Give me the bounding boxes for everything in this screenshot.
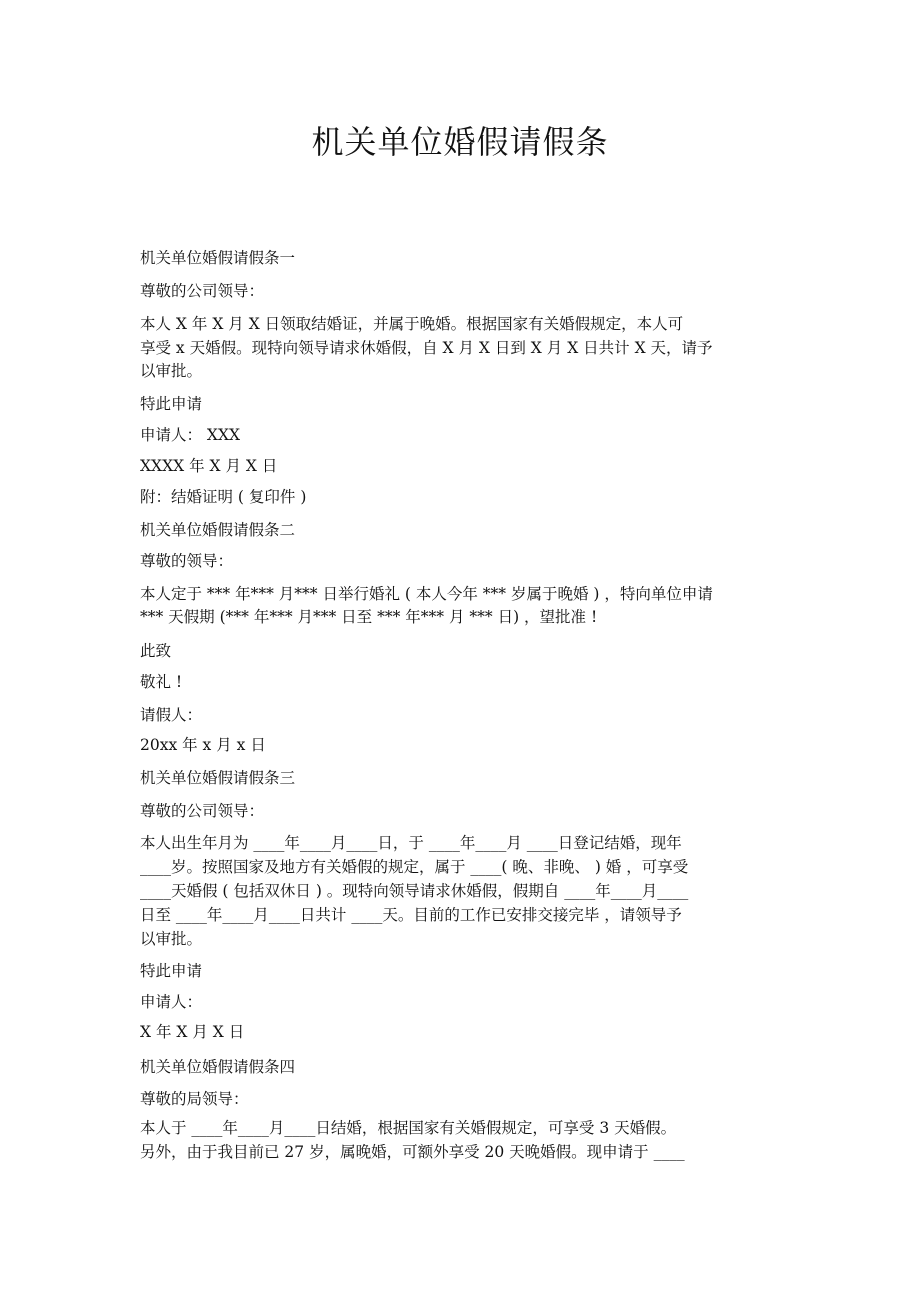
section-heading-4: 机关单位婚假请假条四 [140, 1058, 296, 1076]
section-heading-1: 机关单位婚假请假条一 [140, 249, 296, 267]
salutation: 尊敬的公司领导： [140, 802, 265, 820]
closing-line: 特此申请 [140, 395, 203, 413]
body-line: ____天婚假 ( 包括双休日 ) 。现特向领导请求休婚假，假期自 ____年____月____ [140, 882, 689, 900]
closing-line: 敬礼 ! [140, 673, 183, 691]
salutation: 尊敬的局领导： [140, 1090, 249, 1108]
applicant-line: 申请人： [140, 993, 203, 1011]
salutation: 尊敬的领导： [140, 552, 234, 570]
attachment-line: 附：结婚证明 ( 复印件 ) [140, 488, 307, 506]
body-line: 日至 ____年____月____日共计 ____天。目前的工作已安排交接完毕 ，请领导予 [140, 906, 682, 924]
document-title: 机关单位婚假请假条 [311, 123, 609, 161]
closing-line: 此致 [140, 642, 172, 660]
salutation: 尊敬的公司领导： [140, 282, 265, 300]
body-line: 本人于 ____年____月____日结婚，根据国家有关婚假规定，可享受 3 天婚假。 [140, 1119, 677, 1137]
closing-line: 特此申请 [140, 962, 203, 980]
body-line: 以审批。 [140, 362, 203, 380]
section-heading-2: 机关单位婚假请假条二 [140, 521, 296, 539]
date-line: X 年 X 月 X 日 [140, 1023, 245, 1041]
body-line: 本人 X 年 X 月 X 日领取结婚证，并属于晚婚。根据国家有关婚假规定，本人可 [140, 315, 684, 333]
body-line: *** 天假期 (*** 年*** 月*** 日至 *** 年*** 月 *** 日) ，望批准 ! [140, 608, 598, 626]
body-line: 另外，由于我目前已 27 岁，属晚婚，可额外享受 20 天晚婚假。现申请于 ____ [140, 1143, 685, 1161]
body-line: 享受 x 天婚假。现特向领导请求休婚假，自 X 月 X 日到 X 月 X 日共计 X 天，请予 [140, 339, 713, 357]
body-line: 以审批。 [140, 930, 203, 948]
applicant-line: 申请人： XXX [140, 426, 241, 444]
applicant-line: 请假人： [140, 706, 203, 724]
date-line: XXXX 年 X 月 X 日 [140, 457, 278, 475]
body-line: 本人出生年月为 ____年____月____日，于 ____年____月 ____日登记结婚，现年 [140, 834, 682, 852]
body-line: 本人定于 *** 年*** 月*** 日举行婚礼 ( 本人今年 *** 岁属于晚婚 ) ，特向单位申请 [140, 585, 713, 603]
section-heading-3: 机关单位婚假请假条三 [140, 769, 296, 787]
body-line: ____岁。按照国家及地方有关婚假的规定，属于 ____( 晚、非晚、 ) 婚 ，可享受 [140, 858, 689, 876]
date-line: 20xx 年 x 月 x 日 [140, 736, 266, 754]
